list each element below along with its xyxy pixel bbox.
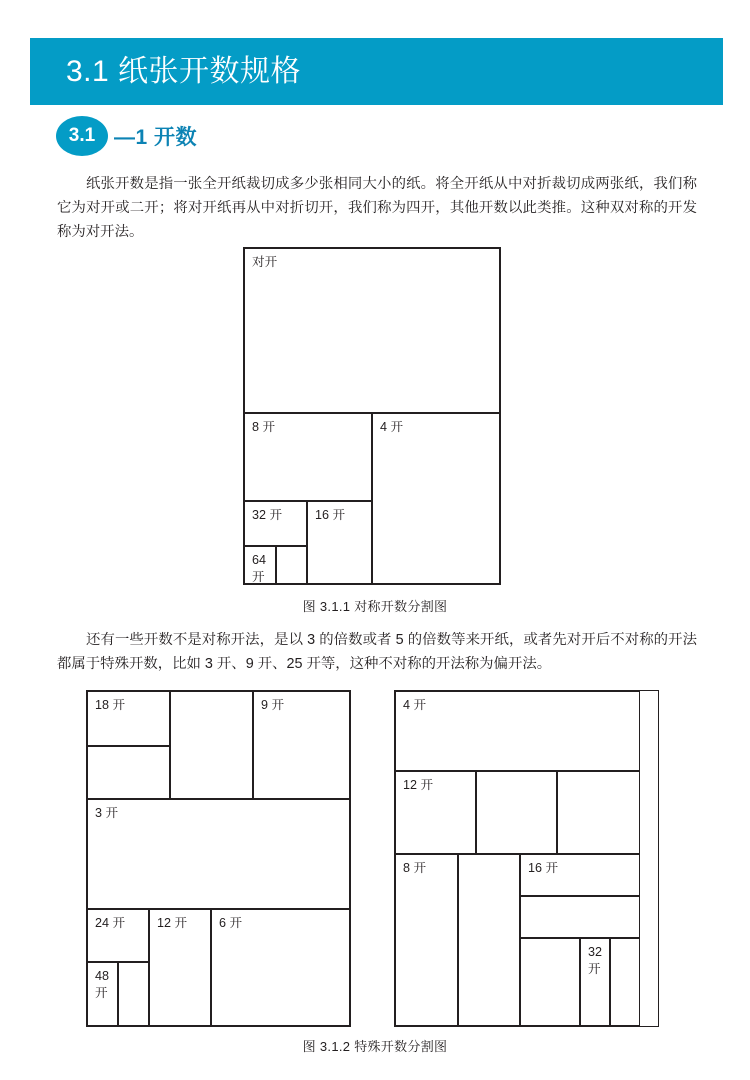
diagram-cell bbox=[87, 746, 170, 799]
diagram-cell-label: 32 开 bbox=[588, 945, 603, 976]
paragraph-2: 还有一些开数不是对称开法，是以 3 的倍数或者 5 的倍数等来开纸，或者先对开后不对称的开法都属于特殊开数，比如 3 开、9 开、25 开等，这种不对称的开法称为偏开法。 bbox=[57, 632, 697, 672]
figure-caption-2: 图 3.1.2 特殊开数分割图 bbox=[302, 1039, 448, 1054]
diagram-cell bbox=[87, 691, 170, 746]
diagram-cell-label: 9 开 bbox=[261, 698, 285, 712]
diagram-cell-label: 48 开 bbox=[95, 969, 110, 1000]
diagram-cell-label: 32 开 bbox=[252, 508, 283, 522]
diagram-cell-label: 4 开 bbox=[403, 698, 427, 712]
figure-special-division-left bbox=[86, 690, 351, 1027]
diagram-cell-label: 3 开 bbox=[95, 806, 119, 820]
diagram-cell-label: 8 开 bbox=[252, 420, 276, 434]
diagram-cell bbox=[276, 546, 307, 584]
diagram-cell bbox=[476, 771, 557, 854]
subsection-heading bbox=[56, 116, 197, 156]
diagram-cell bbox=[244, 501, 307, 546]
section-header-band bbox=[30, 38, 723, 105]
subsection-number-badge: 3.1 bbox=[56, 116, 108, 156]
diagram-cell bbox=[557, 771, 640, 854]
diagram-cell bbox=[372, 413, 500, 584]
diagram-cell-label: 16 开 bbox=[315, 508, 346, 522]
diagram-cell bbox=[458, 854, 520, 1026]
diagram-cell-label: 16 开 bbox=[528, 861, 559, 875]
diagram-cell bbox=[395, 854, 458, 1026]
diagram-cell bbox=[118, 962, 149, 1026]
diagram-cell bbox=[610, 938, 640, 1026]
diagram-cell bbox=[244, 248, 500, 413]
diagram-cell bbox=[149, 909, 211, 1026]
paragraph-1: 纸张开数是指一张全开纸裁切成多少张相同大小的纸。将全开纸从中对折裁切成两张纸，我们称它为对开或二开；将对开纸再从中对折切开，我们称为四开，其他开数以此类推。这种双对称的开发称为对开法。 bbox=[57, 176, 697, 240]
diagram-cell-label: 24 开 bbox=[95, 916, 126, 930]
diagram-cell bbox=[87, 909, 149, 962]
diagram-cell-label: 对开 bbox=[252, 255, 278, 269]
figure-caption-1: 图 3.1.1 对称开数分割图 bbox=[302, 599, 448, 614]
diagram-cell-label: 6 开 bbox=[219, 916, 243, 930]
diagram-cell bbox=[211, 909, 350, 1026]
figure-symmetric-division bbox=[243, 247, 501, 585]
diagram-cell bbox=[580, 938, 610, 1026]
diagram-cell-label: 12 开 bbox=[157, 916, 188, 930]
diagram-cell bbox=[395, 691, 640, 771]
diagram-cell bbox=[520, 896, 640, 938]
diagram-cell bbox=[395, 771, 476, 854]
diagram-cell bbox=[253, 691, 350, 799]
diagram-cell-label: 18 开 bbox=[95, 698, 126, 712]
section-title: 3.1 纸张开数规格 bbox=[66, 54, 302, 88]
subsection-title: —1 开数 bbox=[114, 126, 198, 149]
diagram-cell bbox=[244, 546, 276, 584]
diagram-cell bbox=[170, 691, 253, 799]
diagram-cell-label: 4 开 bbox=[380, 420, 404, 434]
diagram-cell bbox=[520, 938, 580, 1026]
diagram-cell bbox=[307, 501, 372, 584]
diagram-cell bbox=[87, 799, 350, 909]
diagram-cell bbox=[87, 962, 118, 1026]
diagram-cell-label: 64 开 bbox=[252, 553, 267, 584]
diagram-cell bbox=[244, 413, 372, 501]
figure-special-division-right bbox=[394, 690, 659, 1027]
diagram-cell-label: 12 开 bbox=[403, 778, 434, 792]
diagram-cell-label: 8 开 bbox=[403, 861, 427, 875]
diagram-cell bbox=[520, 854, 640, 896]
